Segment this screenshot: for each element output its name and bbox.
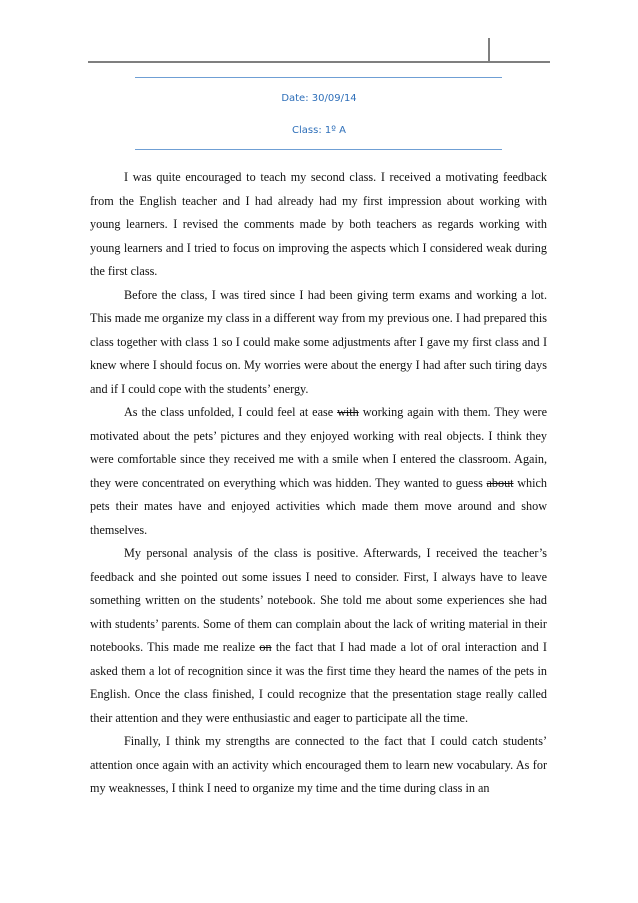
paragraph-4	[90, 542, 547, 730]
paragraph-2: Before the class, I was tired since I had been giving term exams and working a lot. This made me organize my class in a different way from my previous one. I had prepared this class together with class 1 so I could make some adjustments after I gave my first class and I knew where I should focus on. My worries were about the energy I had after such tiring days and if I could cope with the students’ energy.	[90, 287, 547, 396]
entry-class: Class: 1º A	[292, 125, 346, 136]
struck-word-on: on	[259, 640, 272, 654]
paragraph-5: Finally, I think my strengths are connected to the fact that I could catch students’ attention once again with an activity which encouraged them to learn new vocabulary. As for my weaknesses, I think I need to organize my time and the time during class in an	[90, 734, 547, 795]
paragraph-1: I was quite encouraged to teach my second class. I received a motivating feedback from the English teacher and I had already had my first impression about working with young learners. I revised the comments made by both teachers as regards working with young learners and I tried to focus on improving the aspects which I considered weak during the first class.	[90, 170, 547, 278]
page-header-line	[88, 61, 550, 63]
struck-word-about: about	[486, 475, 514, 490]
struck-word-with: with	[337, 405, 359, 419]
journal-body	[90, 166, 547, 801]
paragraph-4-text-b: the fact that I had made a lot of oral interaction and I asked them a lot of recognition since it was the first time they heard the names of the pets in English. Once the class finished, I could recognize that the presentation stage really called their attention and they were enthusiastic and eager to participate all the time.	[90, 640, 547, 725]
paragraph-4-text-a: My personal analysis of the class is positive. Afterwards, I received the teacher’s feedback and she pointed out some issues I need to consider. First, I always have to leave something written on the students’ notebook. She told me about some experiences she had with students’ parents. Some of them can complain about the lack of writing material in their notebooks. This made me realize	[90, 546, 547, 654]
header-rule-top	[135, 77, 502, 78]
header-rule-bottom	[135, 149, 502, 150]
paragraph-3-text-c: which pets their mates have and enjoyed activities which made them move around and show themselves.	[90, 475, 547, 537]
paragraph-3	[90, 401, 547, 542]
page-corner-mark-vertical	[488, 38, 490, 62]
paragraph-3-text-b: working again with them. They were motivated about the pets’ pictures and they enjoyed working with real objects. I think they were comfortable since they received me with a smile when I entered the classroom. Again, they were concentrated on everything which was hidden. They wanted to guess	[90, 405, 547, 490]
entry-date: Date: 30/09/14	[281, 93, 357, 104]
paragraph-3-text-a: As the class unfolded, I could feel at ease	[124, 405, 338, 419]
